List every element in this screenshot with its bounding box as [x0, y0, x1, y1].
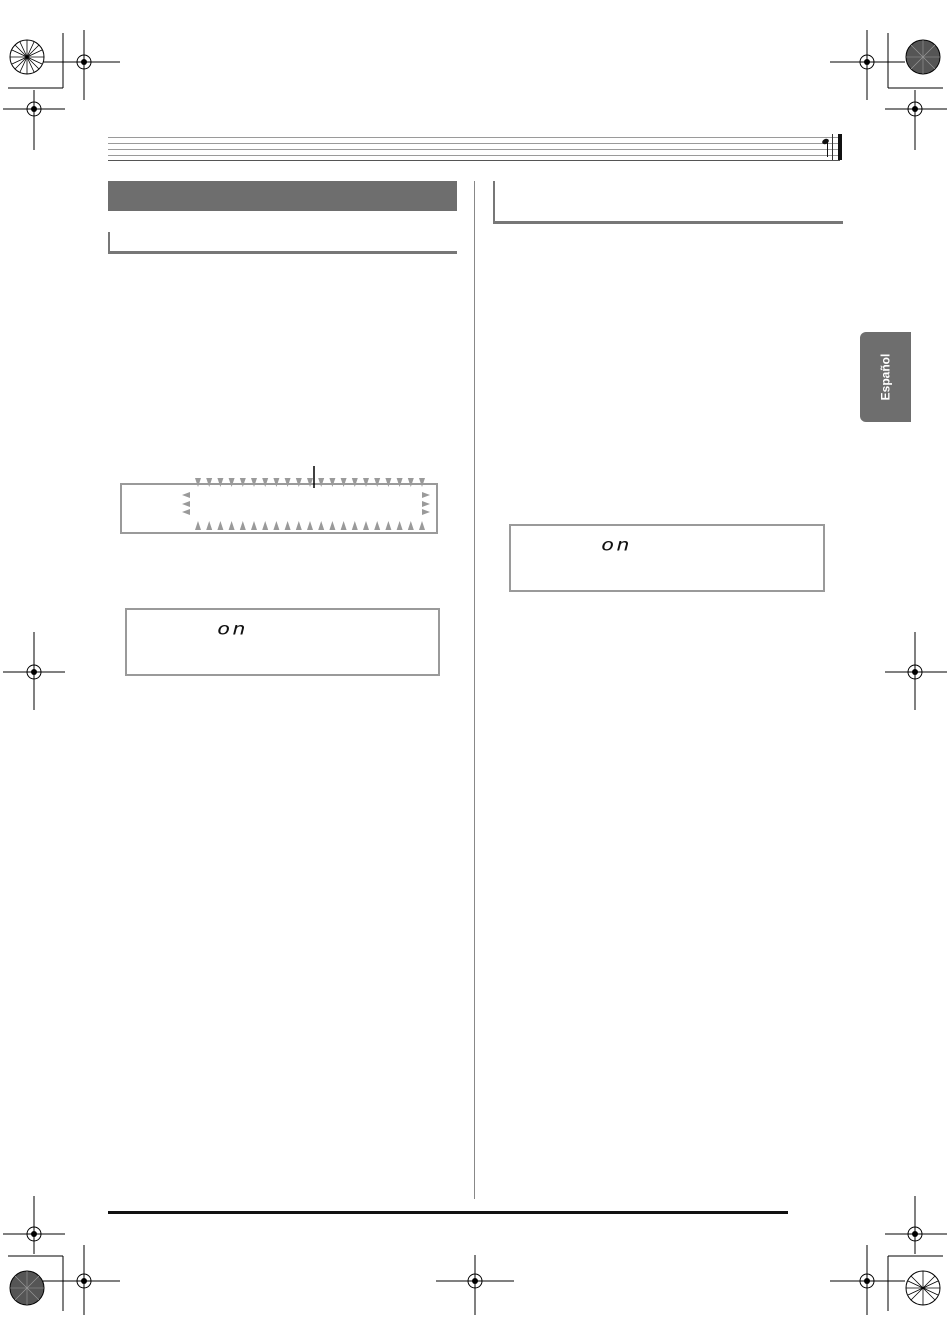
keyboard-indicator-display	[118, 462, 442, 538]
language-side-tab	[860, 332, 911, 422]
language-tab-label: Español	[878, 353, 893, 401]
lcd-text-left: on	[217, 620, 248, 639]
lcd-display-right	[509, 524, 825, 592]
footer-rule	[108, 1211, 788, 1214]
subsection-heading-right	[493, 181, 843, 224]
subsection-heading-left	[108, 232, 457, 254]
lcd-text-right: on	[601, 536, 632, 555]
lcd-display-left	[125, 608, 440, 676]
column-divider	[474, 181, 475, 1199]
section-heading-bar	[108, 181, 457, 211]
